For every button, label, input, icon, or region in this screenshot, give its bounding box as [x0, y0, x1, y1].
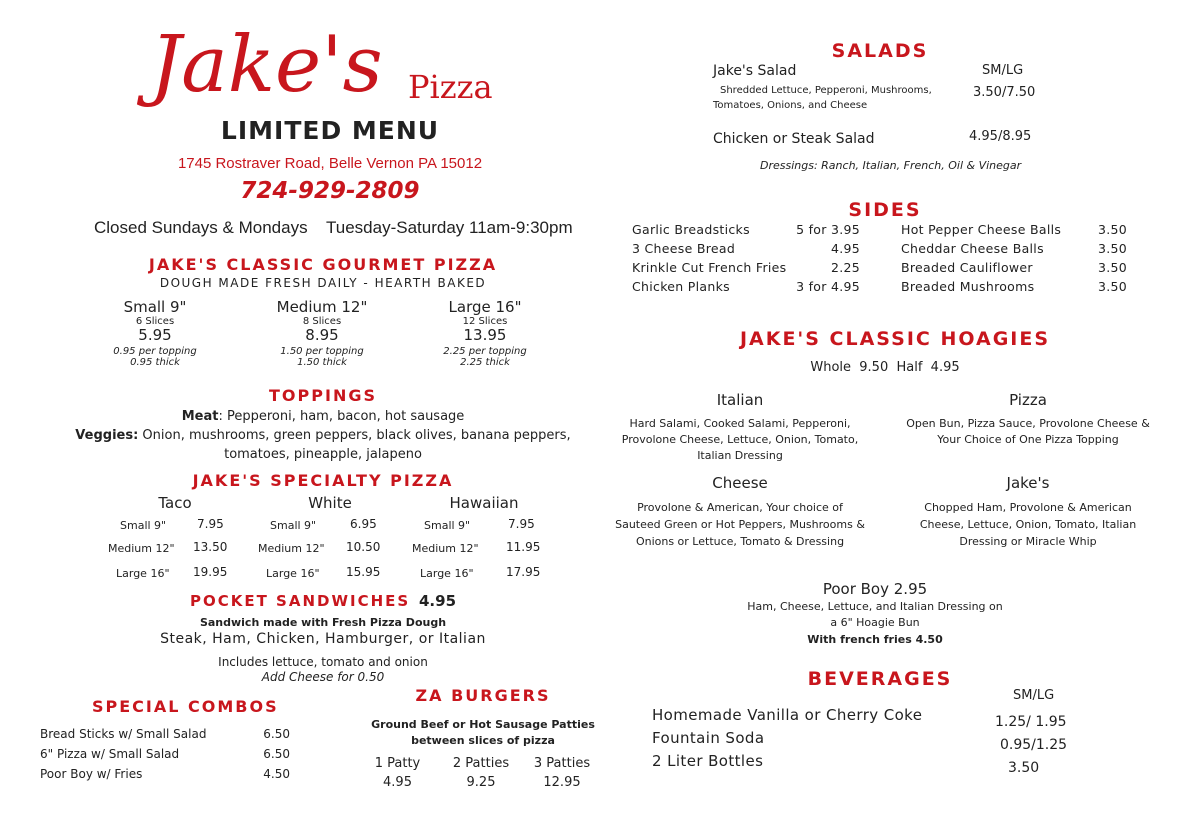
hoagie-name: Italian [716, 391, 764, 409]
specialty-size: Medium 12" [412, 542, 479, 555]
hoagie-name: Pizza [1009, 391, 1047, 409]
specialty-price: 13.50 [193, 540, 228, 554]
specialty-name: Hawaiian [449, 494, 519, 512]
side-price: 2.25 [830, 260, 860, 275]
hoagie-desc: Dressing or Miracle Whip [959, 535, 1097, 548]
pocket-title: POCKET SANDWICHES [189, 592, 411, 610]
za-option [436, 756, 526, 790]
toppings-meat [60, 409, 586, 424]
pocket-line-2: Steak, Ham, Chicken, Hamburger, or Italian [160, 631, 486, 647]
combo-price: 6.50 [263, 727, 290, 741]
hoagie-pizza [895, 391, 1161, 448]
hoagie-desc: Provolone Cheese, Lettuce, Onion, Tomato, [621, 433, 859, 446]
za-option-price: 4.95 [383, 775, 412, 790]
side-name: 3 Cheese Bread [632, 241, 736, 256]
specialty-name: White [308, 494, 352, 512]
hoagie-cheese [605, 474, 875, 550]
veg-list: Onion, mushrooms, green peppers, black olives, banana peppers, [138, 428, 571, 443]
hoagie-name: Cheese [712, 474, 768, 492]
salad-jakes-desc-1: Shredded Lettuce, Pepperoni, Mushrooms, [720, 85, 932, 96]
specialty-size: Large 16" [420, 567, 474, 580]
beverage-name: Fountain Soda [652, 729, 765, 747]
pocket-line-3: Includes lettuce, tomato and onion [218, 655, 428, 669]
poor-boy-line-3: With french fries 4.50 [807, 633, 943, 646]
hoagie-italian [610, 391, 870, 464]
side-price: 3.50 [1097, 241, 1127, 256]
list-item [632, 222, 860, 241]
specialty-price: 15.95 [346, 565, 381, 579]
list-item [632, 279, 860, 298]
side-name: Krinkle Cut French Fries [632, 260, 787, 275]
pocket-title-row [150, 592, 496, 610]
side-name: Garlic Breadsticks [632, 222, 750, 237]
size-topping: 0.95 per topping [113, 346, 197, 357]
za-line-2: between slices of pizza [411, 734, 555, 747]
hoagie-desc: Chopped Ham, Provolone & American [924, 501, 1132, 514]
list-item [40, 727, 290, 747]
beverages-size-header: SM/LG [1013, 688, 1055, 703]
za-option-price: 9.25 [466, 775, 496, 790]
size-name: Medium 12" [276, 298, 368, 316]
salad-jakes-price: 3.50/7.50 [973, 85, 1036, 100]
hoagie-desc: Italian Dressing [697, 449, 783, 462]
list-item [40, 767, 290, 787]
logo-script: Jake's [150, 20, 383, 110]
list-item [901, 241, 1127, 260]
salad-jakes-name: Jake's Salad [713, 63, 797, 79]
specialty-price: 17.95 [506, 565, 541, 579]
list-item [40, 747, 290, 767]
hoagie-jakes [900, 474, 1156, 550]
beverages-names [652, 706, 952, 775]
list-item [901, 222, 1127, 241]
za-option-name: 2 Patties [452, 756, 510, 771]
specialty-size: Medium 12" [258, 542, 325, 555]
size-price: 13.95 [463, 326, 507, 344]
hoagie-desc: Open Bun, Pizza Sauce, Provolone Cheese & [906, 417, 1150, 430]
specialty-price: 6.95 [350, 517, 377, 531]
za-option-price: 12.95 [543, 775, 581, 790]
size-topping: 2.25 per topping [443, 346, 527, 357]
side-price: 3 for 4.95 [796, 279, 860, 294]
size-large [420, 298, 550, 368]
sides-right [901, 222, 1127, 298]
specialty-size: Large 16" [116, 567, 170, 580]
hoagie-desc: Hard Salami, Cooked Salami, Pepperoni, [629, 417, 851, 430]
salad-dressings: Dressings: Ranch, Italian, French, Oil & Vinegar [760, 159, 1022, 172]
za-option-name: 1 Patty [374, 756, 421, 771]
combo-name: Bread Sticks w/ Small Salad [40, 727, 207, 741]
size-name: Small 9" [123, 298, 187, 316]
logo [150, 18, 493, 128]
toppings-veggies [40, 428, 606, 443]
size-slices: 6 Slices [135, 316, 175, 327]
combos-list [40, 727, 290, 787]
size-thick: 1.50 thick [297, 357, 347, 368]
side-price: 5 for 3.95 [796, 222, 860, 237]
combo-name: Poor Boy w/ Fries [40, 767, 143, 781]
beverage-price: 0.95/1.25 [1000, 737, 1068, 753]
size-price: 5.95 [138, 326, 172, 344]
beverage-name: 2 Liter Bottles [652, 752, 764, 770]
open-hours: Tuesday-Saturday 11am-9:30pm [326, 218, 573, 237]
classic-sizes [90, 298, 560, 384]
specialty-price: 10.50 [346, 540, 381, 554]
pocket-line-1: Sandwich made with Fresh Pizza Dough [199, 616, 447, 629]
beverage-price: 1.25/ 1.95 [995, 714, 1067, 730]
hoagie-desc: Onions or Lettuce, Tomato & Dressing [635, 535, 845, 548]
side-name: Hot Pepper Cheese Balls [901, 222, 1062, 237]
size-medium [252, 298, 392, 368]
combo-price: 4.50 [263, 767, 290, 781]
side-price: 3.50 [1097, 279, 1127, 294]
specialty-size: Small 9" [424, 519, 471, 532]
salads-title: SALADS [831, 40, 929, 62]
specialty-size: Large 16" [266, 567, 320, 580]
specialty-title: JAKE'S SPECIALTY PIZZA [192, 471, 454, 490]
side-name: Breaded Cauliflower [901, 260, 1033, 275]
specialty-hawaiian [404, 494, 554, 584]
hoagie-desc: Your Choice of One Pizza Topping [937, 433, 1119, 446]
za-burgers-title: ZA BURGERS [415, 686, 551, 705]
list-item [632, 241, 860, 260]
hoagie-desc: Sauteed Green or Hot Peppers, Mushrooms & [615, 518, 865, 531]
hoagies-pricing: Whole 9.50 Half 4.95 [810, 360, 960, 375]
toppings-veggies-2: tomatoes, pineapple, jalapeno [224, 447, 422, 462]
size-name: Large 16" [448, 298, 522, 316]
size-price: 8.95 [305, 326, 339, 344]
size-small [90, 298, 220, 368]
limited-menu-title: LIMITED MENU [220, 116, 440, 145]
list-item [901, 260, 1127, 279]
phone-number: 724-929-2809 [240, 178, 420, 204]
specialty-price: 7.95 [508, 517, 535, 531]
classic-pizza-subtitle: DOUGH MADE FRESH DAILY - HEARTH BAKED [159, 276, 487, 290]
logo-word: Pizza [408, 68, 493, 106]
salad-chicken-name: Chicken or Steak Salad [713, 131, 875, 147]
za-line-1: Ground Beef or Hot Sausage Patties [371, 718, 595, 731]
hoagie-name: Jake's [1006, 474, 1050, 492]
side-price: 3.50 [1097, 222, 1127, 237]
classic-pizza-title: JAKE'S CLASSIC GOURMET PIZZA [148, 255, 498, 274]
size-slices: 8 Slices [302, 316, 342, 327]
specialty-name: Taco [158, 494, 192, 512]
specialty-price: 11.95 [506, 540, 541, 554]
hoagie-desc: Provolone & American, Your choice of [637, 501, 843, 514]
hoagie-desc: Cheese, Lettuce, Onion, Tomato, Italian [919, 518, 1137, 531]
poor-boy-line-1: Ham, Cheese, Lettuce, and Italian Dressing on [747, 600, 1003, 613]
address: 1745 Rostraver Road, Belle Vernon PA 15012 [177, 155, 483, 172]
meat-label: Meat [181, 409, 219, 424]
meat-list: : Pepperoni, ham, bacon, hot sausage [218, 409, 465, 424]
poor-boy-title: Poor Boy 2.95 [822, 580, 928, 598]
side-name: Chicken Planks [632, 279, 730, 294]
beverage-price: 3.50 [1008, 760, 1040, 776]
veg-label: Veggies: [75, 428, 139, 443]
specialty-size: Small 9" [120, 519, 167, 532]
salad-chicken-price: 4.95/8.95 [969, 129, 1032, 144]
za-option-name: 3 Patties [533, 756, 591, 771]
specialty-size: Medium 12" [108, 542, 175, 555]
side-name: Breaded Mushrooms [901, 279, 1035, 294]
combo-name: 6" Pizza w/ Small Salad [40, 747, 180, 761]
beverages-title: BEVERAGES [807, 668, 953, 690]
poor-boy-line-2: a 6" Hoagie Bun [830, 616, 920, 629]
side-price: 4.95 [830, 241, 860, 256]
side-price: 3.50 [1097, 260, 1127, 275]
sides-left [632, 222, 860, 298]
combo-price: 6.50 [263, 747, 290, 761]
size-thick: 0.95 thick [130, 357, 180, 368]
beverage-name: Homemade Vanilla or Cherry Coke [652, 706, 923, 724]
specialty-taco [100, 494, 240, 584]
list-item [632, 260, 860, 279]
za-options [360, 756, 600, 796]
side-name: Cheddar Cheese Balls [901, 241, 1044, 256]
salads-size-header: SM/LG [982, 63, 1024, 78]
za-option [522, 756, 602, 790]
list-item [901, 279, 1127, 298]
salad-jakes-desc-2: Tomatoes, Onions, and Cheese [713, 100, 868, 111]
size-topping: 1.50 per topping [280, 346, 364, 357]
specialty-price: 19.95 [193, 565, 228, 579]
za-option [360, 756, 435, 790]
closed-days: Closed Sundays & Mondays [94, 218, 308, 237]
size-thick: 2.25 thick [460, 357, 510, 368]
toppings-title: TOPPINGS [269, 386, 377, 405]
specialty-size: Small 9" [270, 519, 317, 532]
hoagies-title: JAKE'S CLASSIC HOAGIES [739, 328, 1051, 350]
pocket-price: 4.95 [419, 592, 457, 610]
specialty-white [250, 494, 390, 584]
specialty-price: 7.95 [197, 517, 224, 531]
sides-title: SIDES [848, 199, 922, 221]
size-slices: 12 Slices [462, 316, 508, 327]
pocket-line-4: Add Cheese for 0.50 [261, 670, 385, 684]
combos-title: SPECIAL COMBOS [92, 697, 279, 716]
